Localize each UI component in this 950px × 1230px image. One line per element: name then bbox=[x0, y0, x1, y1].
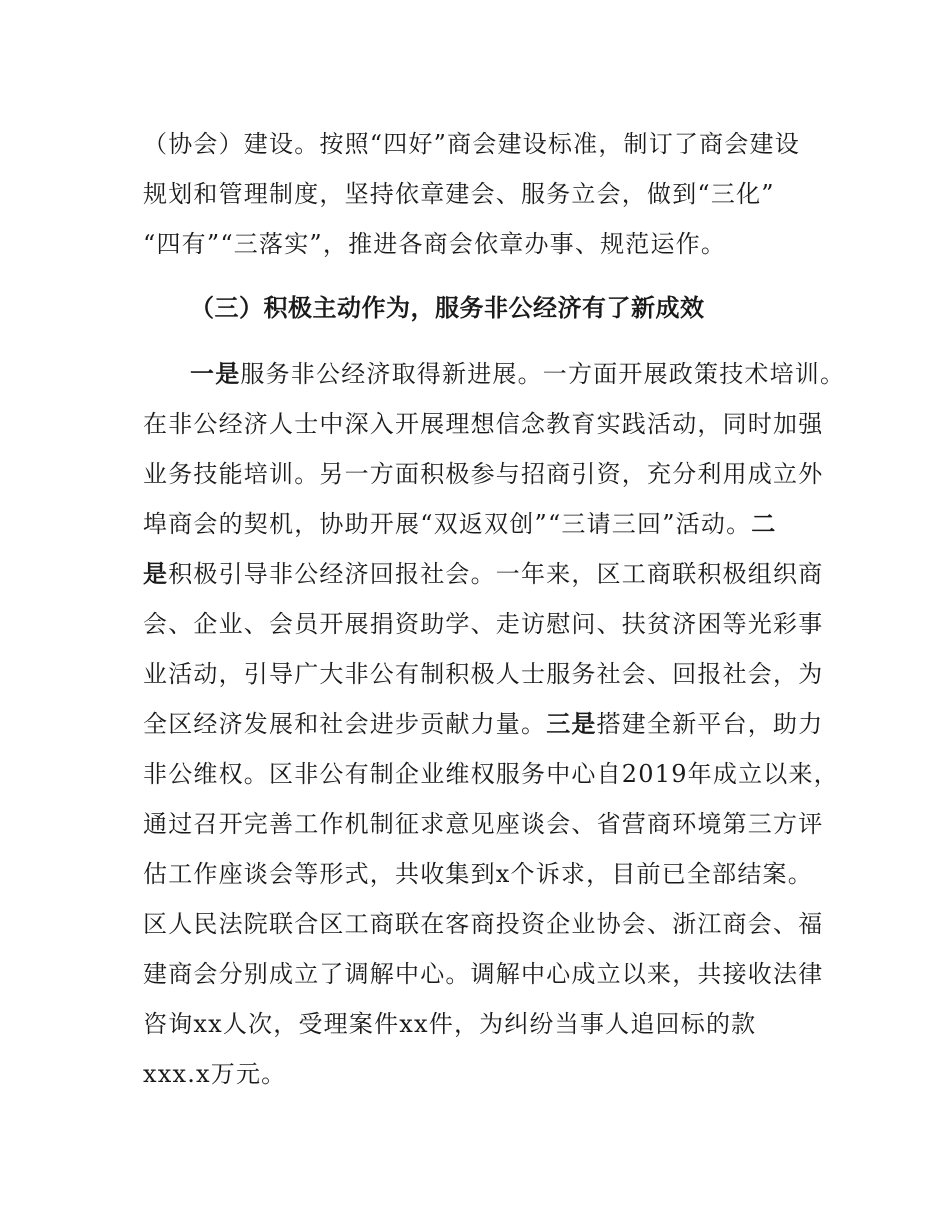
para2-line-4-text: 埠商会的契机，协助开展“双返双创”“三请三回”活动。 bbox=[143, 510, 752, 538]
para2-line-7: 业活动，引导广大非公有制积极人士服务社会、回报社会，为 bbox=[143, 660, 824, 688]
para2-line-5-text: 积极引导非公经济回报社会。一年来，区工商联积极组织商 bbox=[168, 560, 824, 588]
para2-point-1-label: 一是 bbox=[190, 360, 241, 388]
para2-point-2-label-part1: 二 bbox=[751, 510, 777, 538]
para2-line-9: 非公维权。区非公有制企业维权服务中心自2019年成立以来， bbox=[143, 760, 839, 788]
para2-line-1 bbox=[190, 359, 845, 389]
para2-line-5 bbox=[143, 559, 823, 589]
para2-line-6: 会、企业、会员开展捐资助学、走访慰问、扶贫济困等光彩事 bbox=[143, 610, 824, 638]
para2-line-12: 区人民法院联合区工商联在客商投资企业协会、浙江商会、福 bbox=[143, 910, 824, 938]
para2-line-3: 业务技能培训。另一方面积极参与招商引资，充分利用成立外 bbox=[143, 460, 824, 488]
section-heading-3: （三）积极主动作为，服务非公经济有了新成效 bbox=[190, 294, 705, 322]
para1-line-3: “四有”“三落实”，推进各商会依章办事、规范运作。 bbox=[143, 230, 727, 258]
para2-line-1-text: 服务非公经济取得新进展。一方面开展政策技术培训。 bbox=[240, 360, 846, 388]
para2-line-15: xxx.x万元。 bbox=[143, 1060, 287, 1088]
para1-line-1: （协会）建设。按照“四好”商会建设标准，制订了商会建设 bbox=[143, 130, 800, 158]
para2-line-11: 估工作座谈会等形式，共收集到x个诉求，目前已全部结案。 bbox=[143, 860, 813, 888]
para2-line-2: 在非公经济人士中深入开展理想信念教育实践活动，同时加强 bbox=[143, 410, 824, 438]
para2-line-13: 建商会分别成立了调解中心。调解中心成立以来，共接收法律 bbox=[143, 960, 824, 988]
para2-line-8-rest: 搭建全新平台，助力 bbox=[596, 710, 824, 738]
para2-point-3-label: 三是 bbox=[546, 710, 597, 738]
para1-line-2: 规划和管理制度，坚持依章建会、服务立会，做到“三化” bbox=[143, 180, 775, 208]
para2-line-14: 咨询xx人次，受理案件xx件，为纠纷当事人追回标的款 bbox=[143, 1010, 757, 1038]
para2-line-10: 通过召开完善工作机制征求意见座谈会、省营商环境第三方评 bbox=[143, 810, 824, 838]
para2-line-8 bbox=[143, 709, 823, 739]
para2-point-2-label-part2: 是 bbox=[143, 560, 169, 588]
para2-line-8-text: 全区经济发展和社会进步贡献力量。 bbox=[143, 710, 547, 738]
para2-line-4 bbox=[143, 509, 776, 539]
